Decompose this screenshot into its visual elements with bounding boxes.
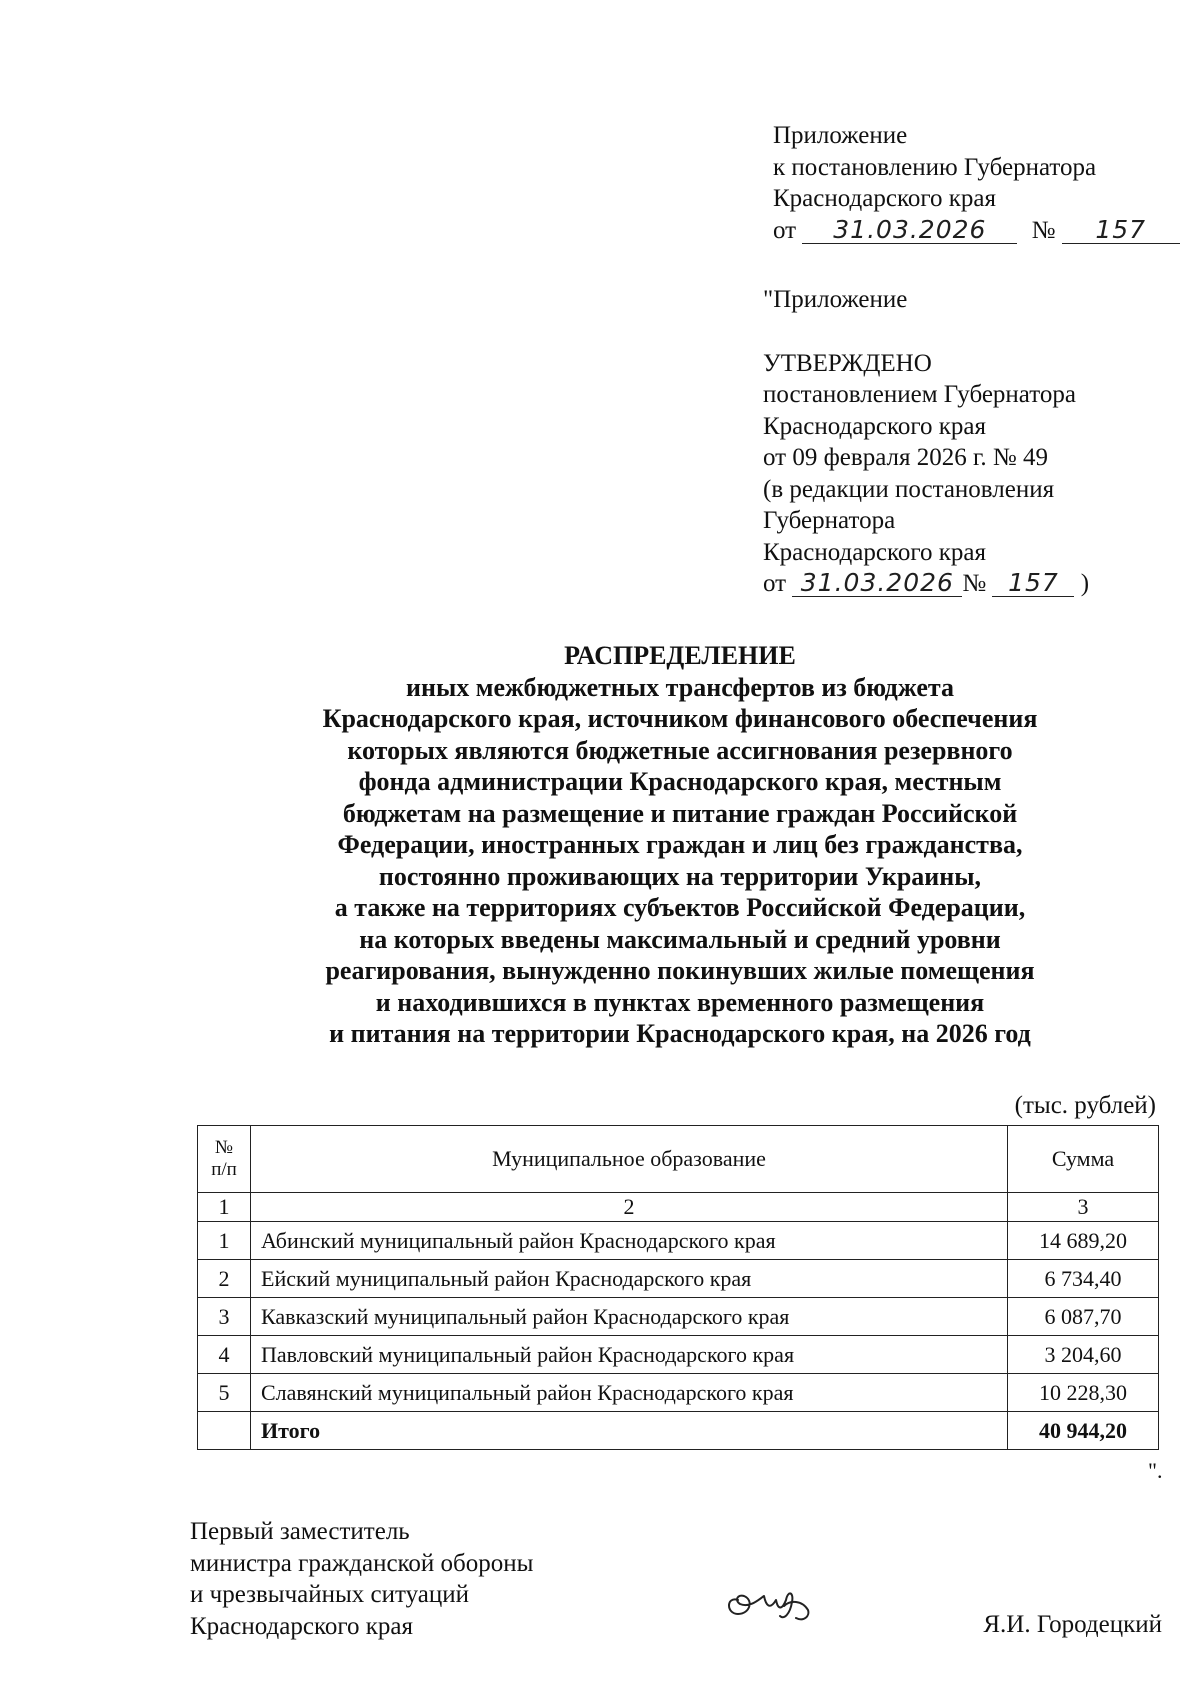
approval-line: (в редакции постановления [763,475,1055,503]
approval-number-prefix: № [962,570,987,597]
table-index-row [198,1193,1159,1222]
table-total-row [198,1412,1159,1450]
table-row [198,1222,1159,1260]
approval-date-line [763,568,1089,600]
index-cell: 2 [251,1193,1008,1222]
table-unit: (тыс. рублей) [1014,1092,1156,1119]
title-line: которых являются бюджетные ассигнования резервного [347,735,1013,765]
signatory-position-line: Первый заместитель [190,1518,410,1545]
appendix-line: Краснодарского края [773,185,996,212]
approval-line: постановлением Губернатора [763,381,1076,408]
title-line: и питания на территории Краснодарского края, на 2026 год [329,1019,1031,1048]
approval-close: ) [1080,570,1090,597]
title-line: Краснодарского края, источником финансового обеспечения [322,704,1038,733]
row-name: Абинский муниципальный район Краснодарского края [251,1222,1008,1260]
appendix-number-value: 157 [1062,216,1180,244]
header-num-line: № [214,1137,234,1158]
appendix-date-value: 31.03.2026 [802,216,1017,244]
header-num [198,1126,251,1193]
signatory-name: Я.И. Городецкий [983,1611,1162,1638]
appendix-line: Приложение [773,122,908,149]
row-sum: 10 228,30 [1008,1374,1159,1412]
distribution-table [197,1125,1159,1450]
row-num: 4 [198,1336,251,1374]
row-num: 3 [198,1298,251,1336]
title-line: постоянно проживающих на территории Украины, [378,861,982,891]
header-name: Муниципальное образование [251,1126,1008,1193]
row-sum: 3 204,60 [1008,1336,1159,1374]
title-line: фонда администрации Краснодарского края, местным [358,767,1002,796]
appendix-line: к постановлению Губернатора [773,153,1097,181]
table-row [198,1298,1159,1336]
approval-date-value: 31.03.2026 [792,569,962,597]
index-cell: 1 [198,1193,251,1222]
table-row [198,1374,1159,1412]
appendix-date-line [773,215,1180,247]
row-sum: 6 734,40 [1008,1260,1159,1298]
signatory-position-line: Краснодарского края [190,1612,413,1640]
row-name: Ейский муниципальный район Краснодарского края [251,1260,1008,1298]
total-sum: 40 944,20 [1008,1412,1159,1450]
row-name: Кавказский муниципальный район Краснодарского края [251,1298,1008,1336]
title-line: реагирования, вынужденно покинувших жилые помещения [325,956,1035,985]
signatory-position-line: министра гражданской обороны [190,1549,534,1577]
approval-quote-open: "Приложение [763,286,908,313]
row-num: 2 [198,1260,251,1298]
table-header-row [198,1126,1159,1193]
title-line: иных межбюджетных трансфертов из бюджета [406,672,954,702]
title-line: Федерации, иностранных граждан и лиц без гражданства, [337,830,1023,859]
row-sum: 14 689,20 [1008,1222,1159,1260]
title-line: а также на территориях субъектов Российской Федерации, [334,893,1026,922]
signatory-position-line: и чрезвычайных ситуаций [190,1581,470,1608]
closing-quote: ". [1148,1458,1163,1483]
total-num [198,1412,251,1450]
approval-number-value: 157 [992,569,1074,597]
appendix-date-prefix: от [773,216,797,244]
row-sum: 6 087,70 [1008,1298,1159,1336]
approval-line: УТВЕРЖДЕНО [763,349,932,377]
appendix-header [773,120,1180,246]
title-line: бюджетам на размещение и питание граждан Российской [342,798,1018,828]
appendix-number-prefix: № [1031,216,1056,244]
handwritten-signature [720,1570,820,1626]
header-sum: Сумма [1008,1126,1159,1193]
row-num: 5 [198,1374,251,1412]
header-num-line: п/п [211,1159,237,1180]
title-line: на которых введены максимальный и средний уровни [359,924,1001,954]
row-name: Славянский муниципальный район Краснодарского края [251,1374,1008,1412]
total-label: Итого [251,1412,1008,1450]
table-row [198,1260,1159,1298]
row-name: Павловский муниципальный район Краснодарского края [251,1336,1008,1374]
approval-line: от 09 февраля 2026 г. № 49 [763,444,1049,471]
approval-line: Краснодарского края [763,412,986,440]
signatory-position [190,1516,533,1642]
title-heading: РАСПРЕДЕЛЕНИЕ [564,641,796,670]
row-num: 1 [198,1222,251,1260]
table-row [198,1336,1159,1374]
index-cell: 3 [1008,1193,1159,1222]
approval-line: Краснодарского края [763,538,986,566]
title-line: и находившихся в пунктах временного размещения [375,987,985,1017]
approval-block [763,284,1089,600]
document-title [180,640,1180,1050]
approval-date-prefix: от [763,570,787,597]
approval-line: Губернатора [763,507,896,534]
